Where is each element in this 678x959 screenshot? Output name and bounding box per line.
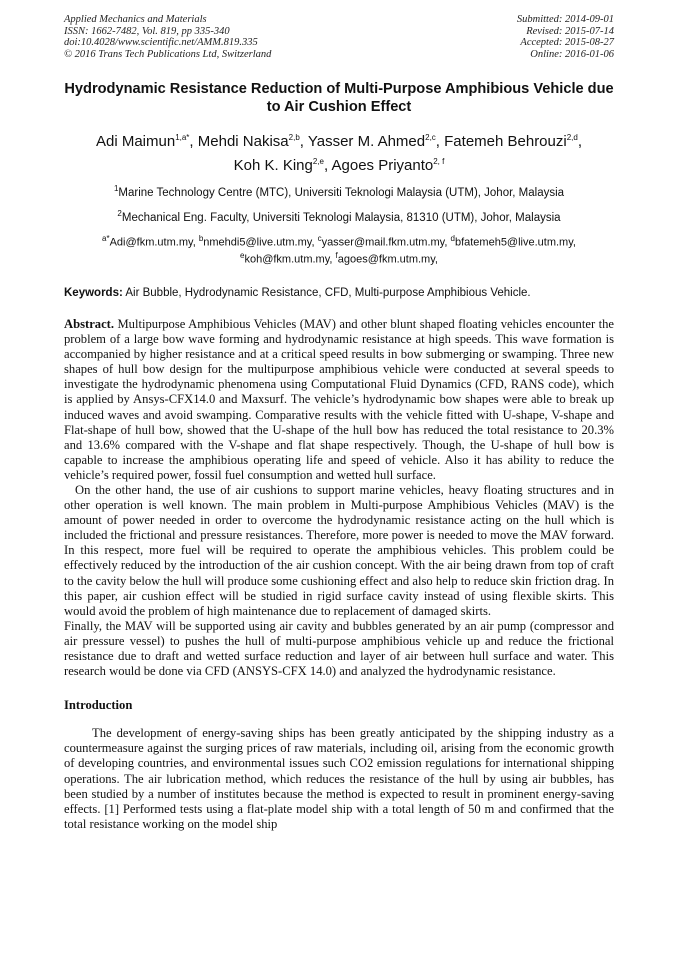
issn: ISSN: 1662-7482, Vol. 819, pp 335-340 (64, 25, 230, 37)
email-link[interactable]: yasser@mail.fkm.utm.my (321, 236, 445, 249)
keywords-label: Keywords: (64, 286, 123, 299)
email-link[interactable]: agoes@fkm.utm.my (337, 253, 435, 266)
accepted-date: Accepted: 2015-08-27 (520, 37, 614, 48)
revised-date: Revised: 2015-07-14 (526, 25, 614, 37)
paper-title: Hydrodynamic Resistance Reduction of Multi-Purpose Amphibious Vehicle due to Air Cushion Effect (64, 81, 614, 115)
journal-header (64, 14, 614, 60)
keywords (64, 286, 614, 300)
author-list: Adi Maimun$^{1,a*}$, Mehdi Nakisa$^{2,b}$, Yasser M. Ahmed$^{2,c}$, Fatemeh Behrouzi$^{2,d}$, Koh K. King$^{2,e}$, Agoes Priyanto$^{2, f}$ (95, 133, 583, 174)
abstract-paragraph: On the other hand, the use of air cushions to support marine vehicles, heavy floating structures and in other operation is well known. The main problem in Multi-purpose Amphibious Vehicles (MAV) is the amount of power needed in order to overcome the hydrodynamic resistance acting on the hull which is included the frictional and pressure resistances. Therefore, more power is needed to move the MAV forward. In this respect, more fuel will be required to operate the amphibious vehicles. This problem could be effectively reduced by the introduction of the air cushion concept. With the air being drawn from top of craft to the cavity below the hull will produce some cushioning effect and also help to reduce skin friction drag. In this paper, air cushion effect will be studied in rigid surface cavity instead of using flexible skirts. This would avoid the problem of high maintenance due to replacement of damaged skirts. (64, 483, 614, 618)
email-link[interactable]: bfatemeh5@live.utm.my (454, 236, 573, 249)
affiliation-2: $^2$Mechanical Eng. Faculty, Universiti Teknologi Malaysia, 81310 (UTM), Johor, Malaysia (117, 208, 561, 224)
author: Adi Maimun$^{1,a*}$ (95, 133, 190, 150)
online-date: Online: 2016-01-06 (530, 48, 614, 60)
doi: doi:10.4028/www.scientific.net/AMM.819.335 (64, 37, 258, 48)
intro-paragraph: The development of energy-saving ships has been greatly anticipated by the shipping industry as a countermeasure against the surging prices of raw materials, including oil, arising from the economic growth of developing countries, and environmental issues such CO2 emission regulations for international shipping operations. The air lubrication method, which reduces the resistance of the hull by using air bubbles, has been studied by a number of institutes because the method is expected to result in prominent energy-saving effects. [1] Performed tests using a flat-plate model ship with a total length of 50 m and confirmed that the total resistance working on the model ship (64, 726, 614, 831)
affiliation-1: $^1$Marine Technology Centre (MTC), Universiti Teknologi Malaysia (UTM), Johor, Malaysia (113, 184, 565, 199)
section-heading: Introduction (64, 698, 133, 713)
publication-info (64, 14, 271, 60)
author-emails: $^{a*}$Adi@fkm.utm.my, $^b$nmehdi5@live.utm.my, $^c$yasser@mail.fkm.utm.my, $^d$bfatemeh5@live.utm.my, $^e$koh@fkm.utm.my, $^f$agoes@fkm.utm.my, (102, 233, 576, 266)
journal-name: Applied Mechanics and Materials (64, 14, 207, 25)
email-link[interactable]: nmehdi5@live.utm.my (203, 236, 312, 249)
abstract-paragraph: Finally, the MAV will be supported using air cavity and bubbles generated by an air pump (compressor and air pressure vessel) to pushes the hull of multi-purpose amphibious vehicle up and reduce the frictional resistance due to draft and wetted surface reduction and layer of air between hull surface and water. This research would be done via CFD (ANSYS-CFX 14.0) and analyzed the hydrodynamic resistance. (64, 618, 614, 679)
author: Agoes Priyanto$^{2, f}$ (331, 157, 445, 174)
paper-page (64, 14, 614, 832)
email-link[interactable]: Adi@fkm.utm.my (109, 236, 193, 249)
dates-info (517, 14, 614, 60)
copyright: © 2016 Trans Tech Publications Ltd, Switzerland (64, 48, 272, 60)
keywords-text: Air Bubble, Hydrodynamic Resistance, CFD, Multi-purpose Amphibious Vehicle. (125, 286, 531, 299)
submitted-date: Submitted: 2014-09-01 (516, 14, 614, 25)
author: Fatemeh Behrouzi$^{2,d}$ (444, 133, 578, 150)
email-link[interactable]: koh@fkm.utm.my (244, 253, 330, 266)
author: Koh K. King$^{2,e}$ (233, 157, 324, 174)
abstract-section (64, 317, 614, 679)
abstract-paragraph: Abstract. Multipurpose Amphibious Vehicles (MAV) and other blunt shaped floating vehicles encounter the problem of a large bow wave forming and hydrodynamic resistance at high speeds. This wave formation is accompanied by higher resistance and at a critical speed results in bow submerging or swamping. Three new shapes of hull bow design for the multipurpose amphibious vehicle were conducted at several speeds to investigate the hydrodynamic phenomena using Computational Fluid Dynamics (CFD, RANS code), which is applied by Ansys-CFX14.0 and Maxsurf. The vehicle’s hydrodynamic bow shapes were able to break up induced waves and avoid swamping. Comparative results with the vehicle fitted with U-shape, V-shape and Flat-shape of hull bow, showed that the U-shape of the hull bow has reduced the total resistance to 20.3% and 13.6% compared with the V-shape and flat shape respectively. Though, the U-shape of hull bow is capable to increase the amphibious operating life and speed of vehicle. Also it has ability to reduce the vehicle’s required power, fossil fuel consumption and wetted hull surface. (64, 316, 614, 482)
author: Mehdi Nakisa$^{2,b}$ (197, 133, 300, 150)
author: Yasser M. Ahmed$^{2,c}$ (307, 133, 436, 150)
abstract-label: Abstract. (64, 316, 115, 331)
